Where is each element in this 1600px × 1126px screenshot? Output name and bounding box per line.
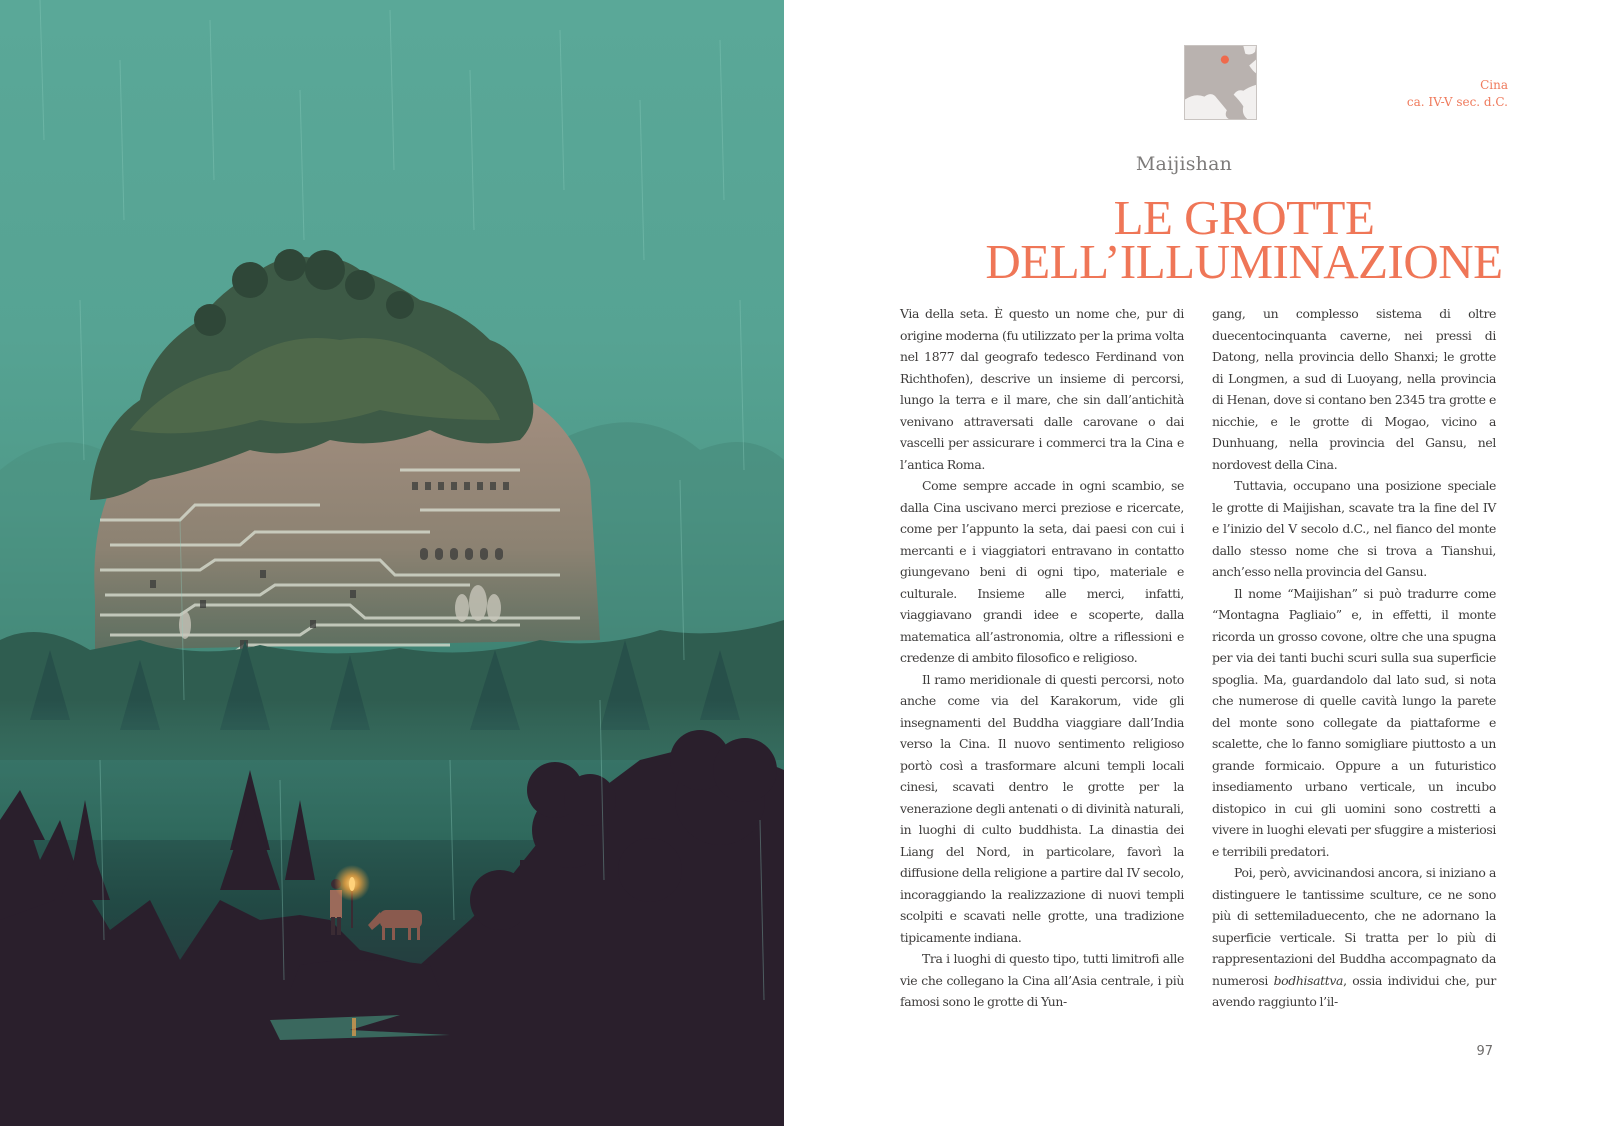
paragraph: Tra i luoghi di questo tipo, tutti limitrofi alle vie che collegano la Cina all’Asia centrale, i più famosi sono le grotte di Yun- xyxy=(900,951,1184,1009)
location-country: Cina xyxy=(1480,78,1508,92)
paragraph: Come sempre accade in ogni scambio, se dalla Cina uscivano merci preziose e ricercate, come per l’appunto la seta, dai paesi con cui i mercanti e i viaggiatori entravano in contatto giungevano beni di ogni tipo, materiale e culturale. Insieme alle merci, infatti, viaggiavano grandi idee e scoperte, dalla matematica all’astronomia, oltre a riflessioni e credenze di ambito filosofico e religioso. xyxy=(900,478,1184,665)
paragraph-text: Poi, però, avvicinandosi ancora, si iniziano a distinguere le tantissime sculture, ce ne sono più di settemiladuecento, che ne adornano la superficie verticale. Si tratta per lo più di rappresentazioni del Buddha accompagnato da numerosi xyxy=(1212,865,1496,988)
paragraph-text: , ossia individui che, pur avendo raggiunto l’il- xyxy=(1212,972,1496,1009)
article-kicker: Maijishan xyxy=(1135,153,1233,175)
location-header xyxy=(1407,77,1508,111)
text-page xyxy=(784,0,1600,1126)
text-column-2 xyxy=(1212,303,1496,1033)
article-title xyxy=(904,190,1584,289)
paragraph: Il ramo meridionale di questi percorsi, noto anche come via del Karakorum, vide gli insegnamenti del Buddha viaggiare dall’India verso la Cina. Il nuovo sentimento religioso portò così a trasformare alcuni templi locali cinesi, scavati dentro le grotte per la venerazione degli antenati o di divinità naturali, in luoghi di culto buddhista. La dinastia dei Liang del Nord, in particolare, favorì la diffusione della religione a partire dal IV secolo, incoraggiando la realizzazione di nuovi templi scolpiti e scavati nelle grotte, una tradizione tipicamente indiana. xyxy=(900,671,1184,945)
china-location-map-icon xyxy=(1184,45,1257,120)
paragraph: Il nome “Maijishan” si può tradurre come “Montagna Pagliaio” e, in effetti, il monte ricorda un grosso covone, oltre che una spugna per via dei tanti buchi scuri sulla sua superficie spoglia. Ma, guardandolo dal lato sud, si nota che numerose di quelle cavità lungo la parete del monte sono collegate da piattaforme e scalette, che lo fanno somigliare piuttosto a un grande formicaio. Oppure a un futuristico insediamento urbano verticale, un incubo distopico in cui gli uomini sono costretti a vivere in luoghi elevati per sfuggire a misteriosi e terribili predatori. xyxy=(1212,585,1496,859)
paragraph: Via della seta. È questo un nome che, pur di origine moderna (fu utilizzato per la prima volta nel 1877 dal geografo tedesco Ferdinand von Richthofen), descrive un insieme di percorsi, lungo la terra e il mare, che sin dall’antichità venivano attraversati dalle carovane o dai vascelli per assicurare i commerci tra la Cina e l’antica Roma. xyxy=(900,306,1184,472)
illustration-maijishan xyxy=(0,0,784,1126)
traveller-figure xyxy=(330,865,370,935)
ox-figure xyxy=(368,910,422,940)
paragraph: gang, un complesso sistema di oltre duecentocinquanta caverne, nei pressi di Datong, nella provincia dello Shanxi; le grotte di Longmen, a sud di Luoyang, nella provincia di Henan, dove si contano ben 2345 tra grotte e nicchie, e le grotte di Mogao, vicino a Dunhuang, nella provincia del Gansu, nel nordovest della Cina. xyxy=(1212,306,1496,472)
title-line-1: LE GROTTE xyxy=(1113,190,1375,245)
title-line-2: DELL’ILLUMINAZIONE xyxy=(985,234,1503,289)
page-number: 97 xyxy=(1476,1044,1493,1059)
paragraph: Tuttavia, occupano una posizione speciale le grotte di Maijishan, scavate tra la fine del IV e l’inizio del V secolo d.C., nel fianco del monte dallo stesso nome che si trova a Tianshui, anch’esso nella provincia del Gansu. xyxy=(1212,478,1496,579)
location-period: ca. IV-V sec. d.C. xyxy=(1406,95,1508,109)
article-body xyxy=(900,303,1496,1033)
text-column-1 xyxy=(900,303,1184,1033)
paragraph xyxy=(1212,862,1496,1013)
italic-term: bodhisattva xyxy=(1273,972,1344,988)
painting xyxy=(0,0,784,1126)
